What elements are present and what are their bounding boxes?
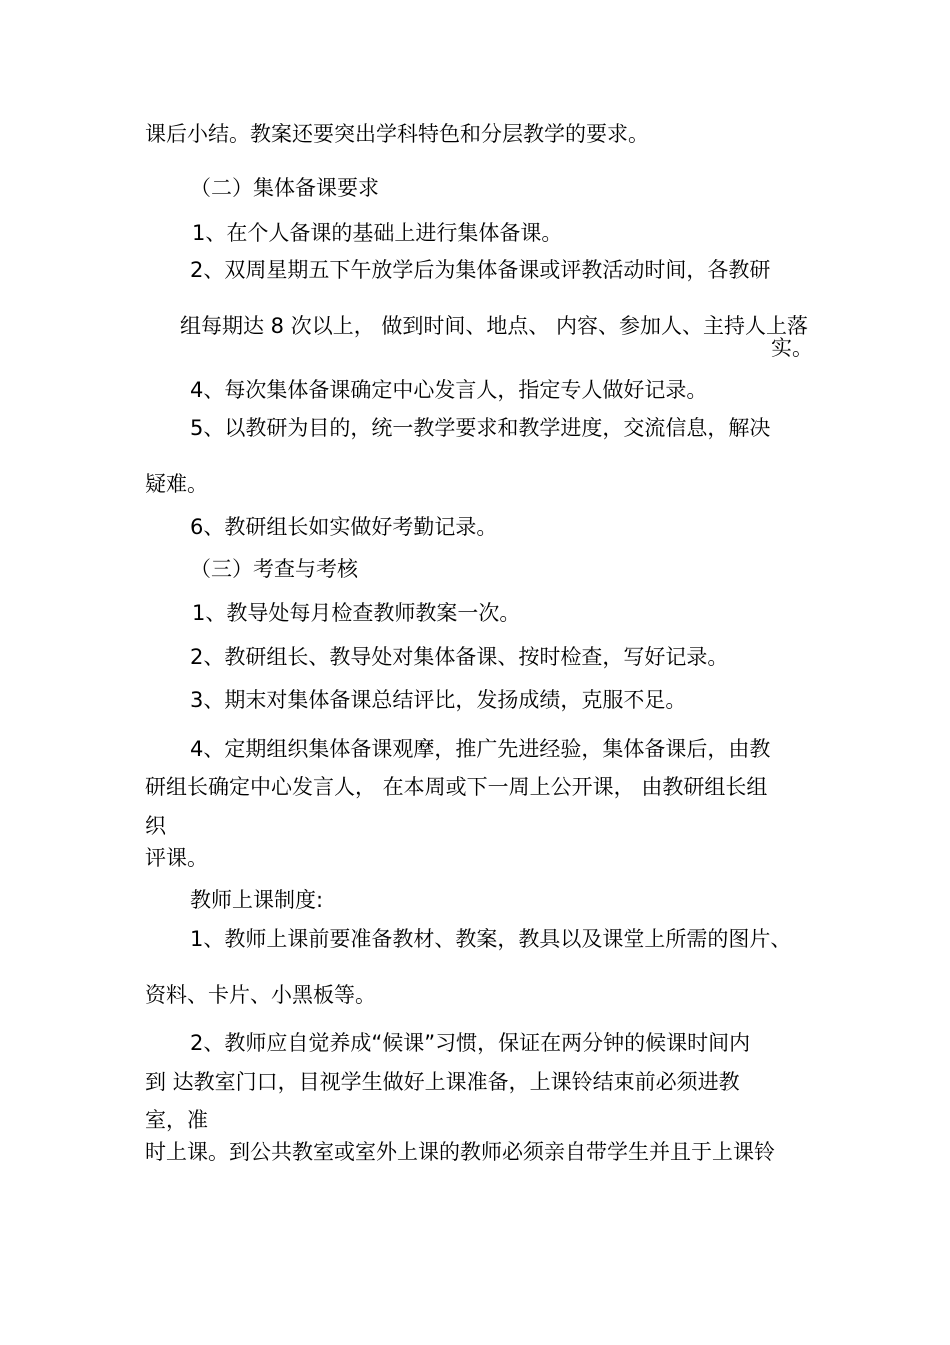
paragraph-line-wrap: 织 xyxy=(145,814,166,838)
list-item: 5、以教研为目的，统一教学要求和教学进度，交流信息，解决 xyxy=(190,416,771,440)
list-item: 1、在个人备课的基础上进行集体备课。 xyxy=(192,221,563,245)
list-item: 4、每次集体备课确定中心发言人，指定专人做好记录。 xyxy=(190,378,708,402)
section-heading-assessment: （三）考查与考核 xyxy=(190,557,358,581)
paragraph-line: 时上课。到公共教室或室外上课的教师必须亲自带学生并且于上课铃 xyxy=(145,1140,775,1164)
paragraph-line: 课后小结。教案还要突出学科特色和分层教学的要求。 xyxy=(145,122,649,146)
list-item: 2、教研组长、教导处对集体备课、按时检查，写好记录。 xyxy=(190,645,729,669)
paragraph-line: 疑难。 xyxy=(145,472,208,496)
paragraph-line: 研组长确定中心发言人， 在本周或下一周上公开课， 由教研组长组 xyxy=(145,775,768,799)
section-heading-collective-prep: （二）集体备课要求 xyxy=(190,176,379,200)
list-item: 4、定期组织集体备课观摩，推广先进经验，集体备课后，由教 xyxy=(190,737,771,761)
list-item: 1、教师上课前要准备教材、教案，教具以及课堂上所需的图片、 xyxy=(190,927,792,951)
paragraph-line: 资料、卡片、小黑板等。 xyxy=(145,983,376,1007)
list-item: 6、教研组长如实做好考勤记录。 xyxy=(190,515,498,539)
section-heading-teaching-system: 教师上课制度: xyxy=(190,888,324,912)
list-item: 2、双周星期五下午放学后为集体备课或评教活动时间，各教研 xyxy=(190,258,771,282)
paragraph-line: 到 达教室门口，目视学生做好上课准备，上课铃结束前必须进教 xyxy=(145,1070,740,1094)
list-item: 2、教师应自觉养成“候课”习惯，保证在两分钟的候课时间内 xyxy=(190,1031,751,1055)
list-item: 1、教导处每月检查教师教案一次。 xyxy=(192,601,521,625)
paragraph-line-wrap: 实。 xyxy=(771,336,813,360)
list-item: 3、期末对集体备课总结评比，发扬成绩，克服不足。 xyxy=(190,688,687,712)
paragraph-line: 组每期达 8 次以上， 做到时间、地点、 内容、参加人、主持人上落 xyxy=(180,314,809,338)
paragraph-line: 评课。 xyxy=(145,846,208,870)
paragraph-line-wrap: 室，准 xyxy=(145,1108,208,1132)
